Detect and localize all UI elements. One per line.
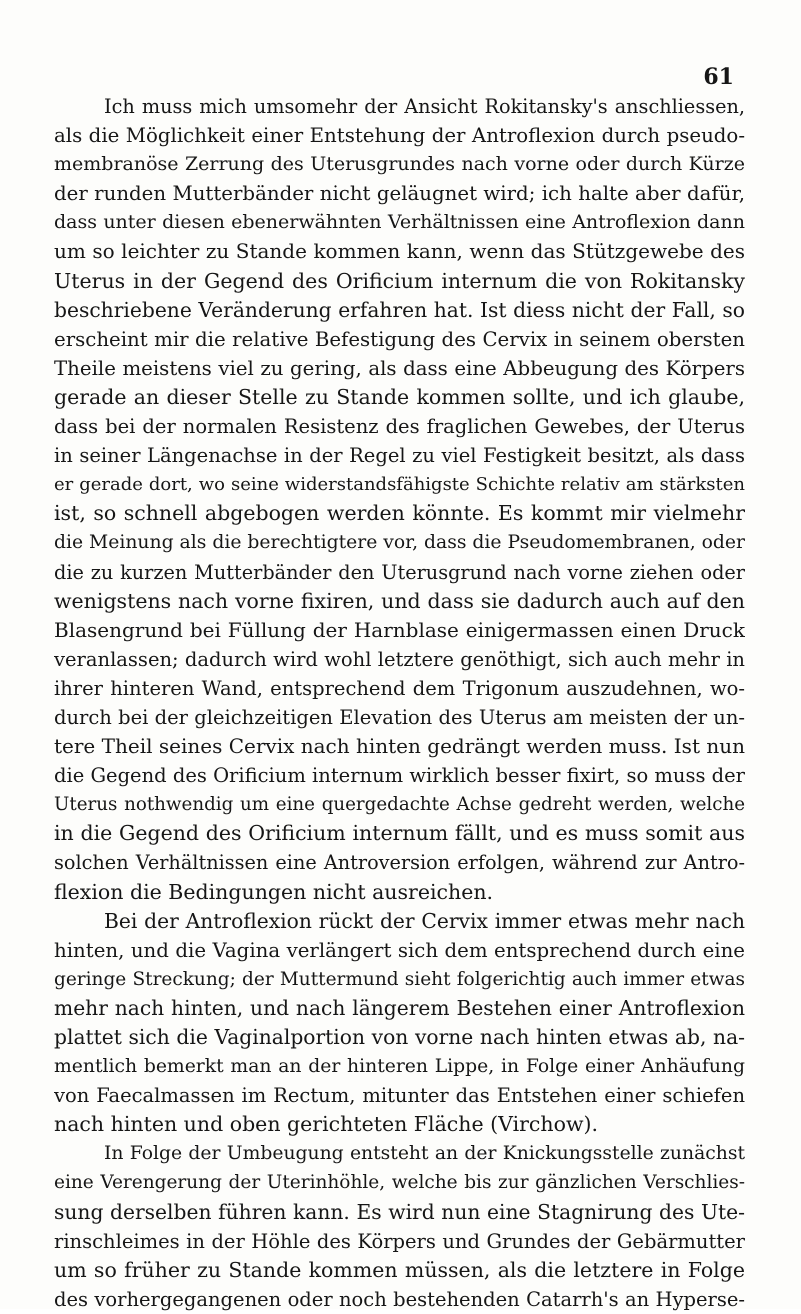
- text-line: durch bei der gleichzeitigen Elevation des Uterus am meisten der un-: [54, 705, 745, 729]
- text-line: tere Theil seines Cervix nach hinten gedrängt werden muss. Ist nun: [54, 734, 745, 759]
- text-line: mentlich bemerkt man an der hinteren Lippe, in Folge einer Anhäufung: [54, 1056, 745, 1078]
- text-line: von Faecalmassen im Rectum, mitunter das Entstehen einer schiefen: [54, 1084, 745, 1108]
- text-line: dass bei der normalen Resistenz des fraglichen Gewebes, der Uterus: [54, 415, 745, 439]
- text-line: membranöse Zerrung des Uterusgrundes nach vorne oder durch Kürze: [54, 153, 745, 176]
- text-line: er gerade dort, wo seine widerstandsfähigste Schichte relativ am stärksten: [54, 474, 745, 496]
- text-line: in seiner Längenachse in der Regel zu viel Festigkeit besitzt, als dass: [54, 444, 745, 468]
- text-line: beschriebene Veränderung erfahren hat. Ist diess nicht der Fall, so: [54, 297, 745, 322]
- text-line: gerade an dieser Stelle zu Stande kommen sollte, und ich glaube,: [54, 384, 745, 409]
- text-line: um so leichter zu Stande kommen kann, wenn das Stützgewebe des: [54, 239, 745, 264]
- text-line: veranlassen; dadurch wird wohl letztere genöthigt, sich auch mehr in: [54, 647, 745, 671]
- text-line: Uterus nothwendig um eine quergedachte Achse gedreht werden, welche: [54, 794, 745, 816]
- text-line: der runden Mutterbänder nicht geläugnet wird; ich halte aber dafür,: [54, 182, 745, 206]
- text-line: solchen Verhältnissen eine Antroversion erfolgen, während zur Antro-: [54, 851, 745, 875]
- text-line: Theile meistens viel zu gering, als dass eine Abbeugung des Körpers: [54, 356, 745, 380]
- text-line: flexion die Bedingungen nicht ausreichen.: [54, 879, 494, 904]
- text-line: um so früher zu Stande kommen müssen, als die letztere in Folge: [54, 1257, 745, 1282]
- text-line: eine Verengerung der Uterinhöhle, welche bis zur gänzlichen Verschlies-: [54, 1172, 745, 1194]
- text-line: sung derselben führen kann. Es wird nun eine Stagnirung des Ute-: [54, 1199, 745, 1224]
- text-line: mehr nach hinten, und nach längerem Bestehen einer Antroflexion: [54, 995, 745, 1020]
- text-line: nach hinten und oben gerichteten Fläche (Virchow).: [54, 1112, 599, 1137]
- text-line: des vorhergegangenen oder noch bestehenden Catarrh's an Hyperse-: [54, 1287, 745, 1311]
- page-number: 61: [703, 64, 734, 90]
- text-line: die Meinung als die berechtigtere vor, dass die Pseudomembranen, oder: [54, 532, 745, 554]
- body-text: [54, 92, 745, 1314]
- text-line: Blasengrund bei Füllung der Harnblase einigermassen einen Druck: [54, 617, 745, 642]
- text-line: die zu kurzen Mutterbänder den Uterusgrund nach vorne ziehen oder: [54, 560, 745, 584]
- text-line: erscheint mir die relative Befestigung des Cervix in seinem obersten: [54, 327, 745, 351]
- text-line: hinten, und die Vagina verlängert sich dem entsprechend durch eine: [54, 938, 745, 962]
- text-line: Uterus in der Gegend des Orificium internum die von Rokitansky: [54, 268, 745, 293]
- text-line: wenigstens nach vorne fixiren, und dass sie dadurch auch auf den: [54, 588, 745, 613]
- text-line: dass unter diesen ebenerwähnten Verhältnissen eine Antroflexion dann: [54, 211, 745, 234]
- text-line: In Folge der Umbeugung entsteht an der Knickungsstelle zunächst: [104, 1143, 745, 1165]
- text-line: plattet sich die Vaginalportion von vorne nach hinten etwas ab, na-: [54, 1025, 745, 1049]
- text-line: rinschleimes in der Höhle des Körpers und Grundes der Gebärmutter: [54, 1229, 745, 1253]
- text-line: Bei der Antroflexion rückt der Cervix immer etwas mehr nach: [104, 908, 745, 933]
- text-line: geringe Streckung; der Muttermund sieht folgerichtig auch immer etwas: [54, 968, 745, 990]
- text-line: ist, so schnell abgebogen werden könnte. Es kommt mir vielmehr: [54, 501, 745, 526]
- text-line: als die Möglichkeit einer Entstehung der Antroflexion durch pseudo-: [54, 124, 745, 148]
- text-line: in die Gegend des Orificium internum fällt, und es muss somit aus: [54, 821, 745, 846]
- text-line: ihrer hinteren Wand, entsprechend dem Trigonum auszudehnen, wo-: [54, 676, 745, 700]
- text-line: Ich muss mich umsomehr der Ansicht Rokitansky's anschliessen,: [104, 95, 745, 118]
- text-line: die Gegend des Orificium internum wirklich besser fixirt, so muss der: [54, 764, 745, 788]
